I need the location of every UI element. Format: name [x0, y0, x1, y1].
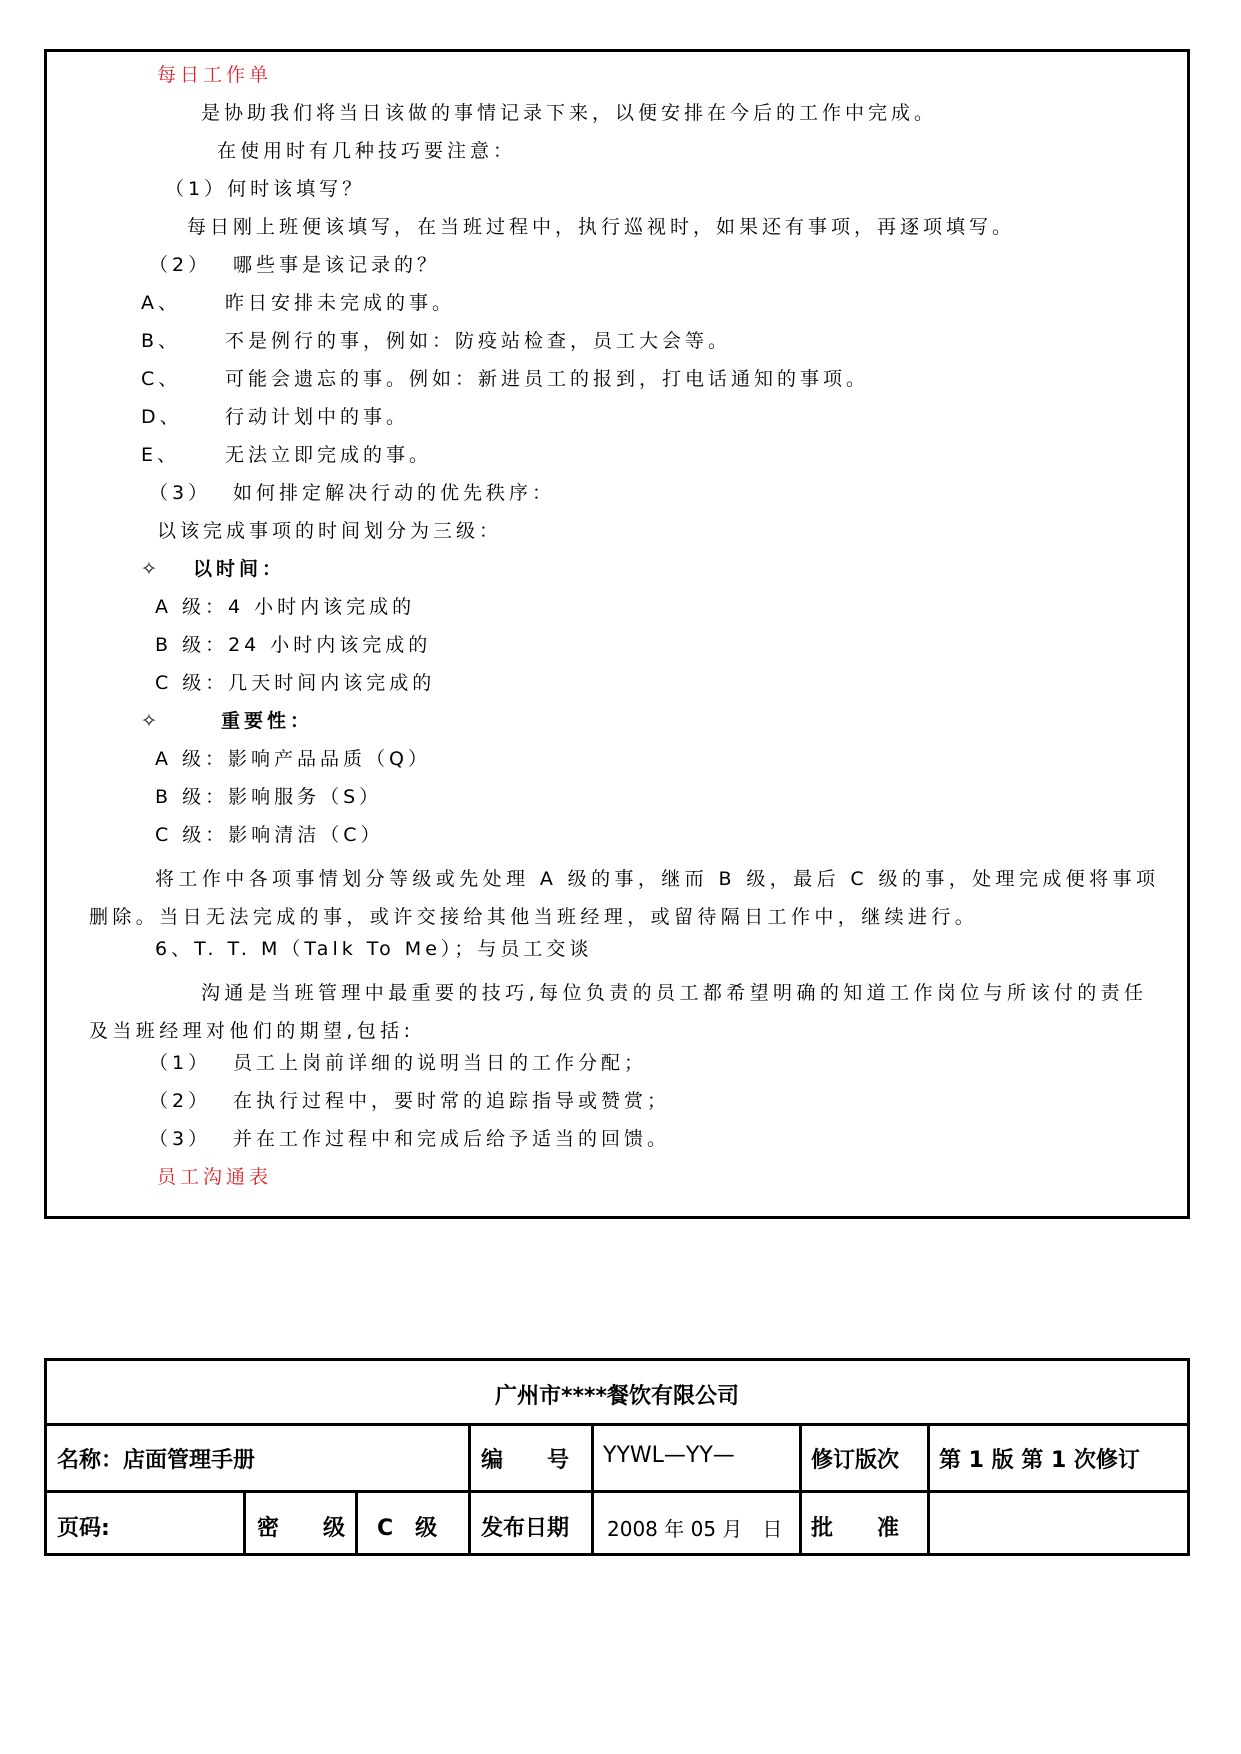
- diamond-bullet-icon: ✧: [141, 710, 161, 732]
- item-label: B、: [141, 330, 182, 352]
- closing-link: 员工沟通表: [157, 1166, 273, 1188]
- date-label: 发布日期: [481, 1516, 570, 1541]
- comm-item-number: （3）: [149, 1128, 212, 1150]
- diamond-bullet-icon: ✧: [141, 558, 161, 580]
- item-label: C、: [141, 368, 182, 390]
- divider: [243, 1490, 246, 1556]
- secret-value: C 级: [377, 1516, 438, 1541]
- intro-text: 是协助我们将当日该做的事情记录下来，以便安排在今后的工作中完成。: [201, 102, 938, 124]
- comm-item-text: 并在工作过程中和完成后给予适当的回馈。: [233, 1128, 671, 1150]
- date-value: 2008 年 05 月 日: [607, 1517, 783, 1541]
- number-value: YYWL—YY—: [603, 1443, 735, 1468]
- document-footer-table: [44, 1358, 1190, 1556]
- comm-item-number: （1）: [149, 1052, 212, 1074]
- question-3: 如何排定解决行动的优先秩序：: [233, 482, 556, 504]
- manual-name: 名称：店面管理手册: [57, 1448, 256, 1473]
- secret-label: 密 级: [257, 1516, 346, 1541]
- answer-1: 每日刚上班便该填写，在当班过程中，执行巡视时，如果还有事项，再逐项填写。: [187, 216, 1016, 238]
- comm-item-number: （2）: [149, 1090, 212, 1112]
- item-text: 可能会遗忘的事。例如：新进员工的报到，打电话通知的事项。: [225, 368, 870, 390]
- section-6-heading: 6、T. T. M（Talk To Me）；与员工交谈: [155, 938, 593, 960]
- section-title: 每日工作单: [157, 64, 273, 86]
- item-label: A、: [141, 292, 181, 314]
- time-level: A 级：4 小时内该完成的: [155, 596, 416, 618]
- item-text: 无法立即完成的事。: [225, 444, 433, 466]
- time-level: B 级：24 小时内该完成的: [155, 634, 432, 656]
- item-text: 昨日安排未完成的事。: [225, 292, 456, 314]
- question-2: 哪些事是该记录的？: [233, 254, 441, 276]
- levels-intro: 以该完成事项的时间划分为三级：: [157, 520, 503, 542]
- importance-level: B 级：影响服务（S）: [155, 786, 383, 808]
- communication-paragraph: 沟通是当班管理中最重要的技巧,每位负责的员工都希望明确的知道工作岗位与所该付的责任及当班经理对他们的期望,包括:: [89, 982, 1148, 1042]
- divider: [355, 1490, 358, 1556]
- item-text: 不是例行的事，例如：防疫站检查，员工大会等。: [225, 330, 732, 352]
- by-importance-heading: 重要性：: [221, 710, 314, 732]
- divider: [927, 1423, 930, 1556]
- divider: [47, 1490, 1187, 1493]
- importance-level: C 级：影响清洁（C）: [155, 824, 384, 846]
- number-label: 编 号: [481, 1448, 570, 1473]
- by-time-heading: 以时间：: [193, 558, 286, 580]
- company-name: 广州市****餐饮有限公司: [494, 1384, 740, 1409]
- item-label: D、: [141, 406, 183, 428]
- summary-paragraph: 将工作中各项事情划分等级或先处理 A 级的事，继而 B 级，最后 C 级的事，处理完成便将事项删除。当日无法完成的事，或许交接给其他当班经理，或留待隔日工作中，继续进行。: [89, 868, 1160, 928]
- revision-label: 修订版次: [811, 1448, 900, 1473]
- comm-item-text: 员工上岗前详细的说明当日的工作分配；: [233, 1052, 648, 1074]
- divider: [468, 1423, 471, 1556]
- page-label: 页码:: [57, 1516, 110, 1541]
- divider: [591, 1423, 594, 1556]
- revision-value: 第 1 版 第 1 次修订: [939, 1448, 1140, 1473]
- item-text: 行动计划中的事。: [225, 406, 410, 428]
- content-box: [44, 49, 1190, 1219]
- question-2-number: （2）: [149, 254, 212, 276]
- item-label: E、: [141, 444, 181, 466]
- question-1: （1）何时该填写？: [165, 178, 366, 200]
- tips-text: 在使用时有几种技巧要注意：: [217, 140, 517, 162]
- divider: [47, 1423, 1187, 1426]
- importance-level: A 级：影响产品品质（Q）: [155, 748, 431, 770]
- question-3-number: （3）: [149, 482, 212, 504]
- comm-item-text: 在执行过程中，要时常的追踪指导或赞赏；: [233, 1090, 671, 1112]
- approve-label: 批 准: [811, 1516, 900, 1541]
- divider: [799, 1423, 802, 1556]
- time-level: C 级：几天时间内该完成的: [155, 672, 436, 694]
